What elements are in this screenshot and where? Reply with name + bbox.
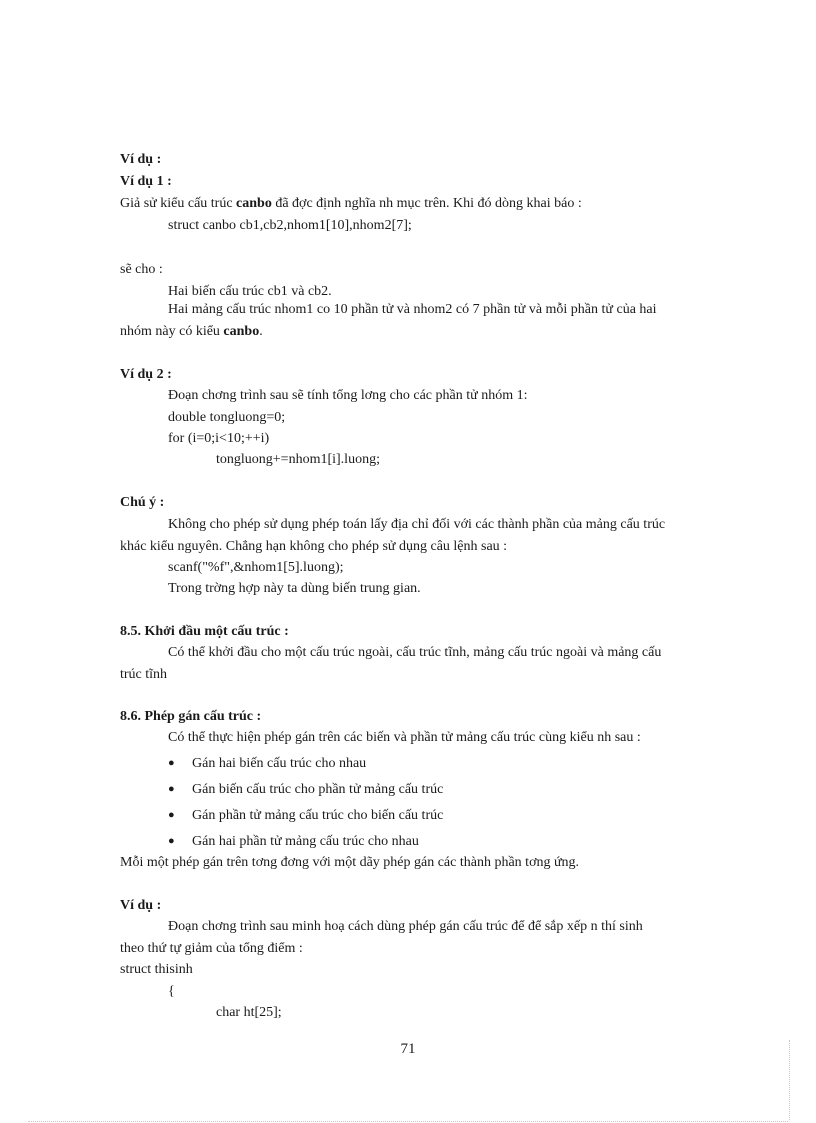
- bullet-icon: ●: [168, 783, 175, 795]
- page-number: 71: [400, 1041, 416, 1057]
- example-heading: Ví dụ :: [120, 898, 162, 913]
- code-line: for (i=0;i<10;++i): [168, 431, 270, 446]
- code-line: double tongluong=0;: [168, 410, 286, 425]
- text-line: Hai mảng cấu trúc nhom1 co 10 phần tử và nhom2 có 7 phần tử và mỗi phần tử của hai: [168, 302, 657, 317]
- example-2-heading: Ví dụ 2 :: [120, 367, 172, 382]
- text-line: khác kiểu nguyên. Chẳng hạn không cho phép sử dụng câu lệnh sau :: [120, 539, 508, 554]
- text-line: Có thể khởi đầu cho một cấu trúc ngoài, cấu trúc tĩnh, mảng cấu trúc ngoài và mảng cấu: [168, 645, 662, 660]
- bullet-item: Gán hai phần tử mảng cấu trúc cho nhau: [192, 834, 419, 849]
- bullet-item: Gán hai biến cấu trúc cho nhau: [192, 756, 367, 771]
- code-line: tongluong+=nhom1[i].luong;: [216, 452, 380, 467]
- example-1-heading: Ví dụ 1 :: [120, 174, 172, 189]
- text-line: Đoạn chơng trình sau sẽ tính tổng lơng cho các phần tử nhóm 1:: [168, 388, 528, 403]
- bullet-item: Gán biến cấu trúc cho phần tử mảng cấu trúc: [192, 782, 444, 797]
- text-line: Không cho phép sử dụng phép toán lấy địa chỉ đối với các thành phần của mảng cấu trúc: [168, 517, 666, 532]
- code-line: scanf("%f",&nhom1[5].luong);: [168, 560, 344, 575]
- page-border-bottom: [28, 1121, 788, 1122]
- example-heading: Ví dụ :: [120, 152, 162, 167]
- code-line: struct thisinh: [120, 962, 193, 977]
- text-line: theo thứ tự giảm của tổng điểm :: [120, 941, 303, 956]
- code-line: {: [168, 984, 175, 999]
- bullet-item: Gán phần tử mảng cấu trúc cho biến cấu trúc: [192, 808, 444, 823]
- text-line: Hai biến cấu trúc cb1 và cb2.: [168, 284, 332, 299]
- bullet-icon: ●: [168, 835, 175, 847]
- text-line: trúc tĩnh: [120, 667, 168, 682]
- text-line: Có thể thực hiện phép gán trên các biến và phần tử mảng cấu trúc cùng kiểu nh sau :: [168, 730, 641, 745]
- page-border-right: [789, 1040, 790, 1120]
- code-line: struct canbo cb1,cb2,nhom1[10],nhom2[7];: [168, 218, 412, 233]
- text-line: nhóm này có kiểu canbo.: [120, 324, 263, 339]
- section-8-6-heading: 8.6. Phép gán cấu trúc :: [120, 709, 262, 724]
- bullet-icon: ●: [168, 809, 175, 821]
- paragraph-example-1: Giả sử kiểu cấu trúc canbo đã đợc định nghĩa nh mục trên. Khi đó dòng khai báo :: [120, 196, 582, 211]
- code-line: char ht[25];: [216, 1005, 282, 1020]
- text-line: sẽ cho :: [120, 262, 163, 277]
- bullet-icon: ●: [168, 757, 175, 769]
- note-heading: Chú ý :: [120, 495, 165, 510]
- text-line: Đoạn chơng trình sau minh hoạ cách dùng phép gán cấu trúc để để sắp xếp n thí sinh: [168, 919, 643, 934]
- text-line: Trong trờng hợp này ta dùng biến trung gian.: [168, 581, 421, 596]
- text-line: Mỗi một phép gán trên tơng đơng với một dãy phép gán các thành phần tơng ứng.: [120, 855, 580, 870]
- section-8-5-heading: 8.5. Khởi đầu một cấu trúc :: [120, 624, 289, 639]
